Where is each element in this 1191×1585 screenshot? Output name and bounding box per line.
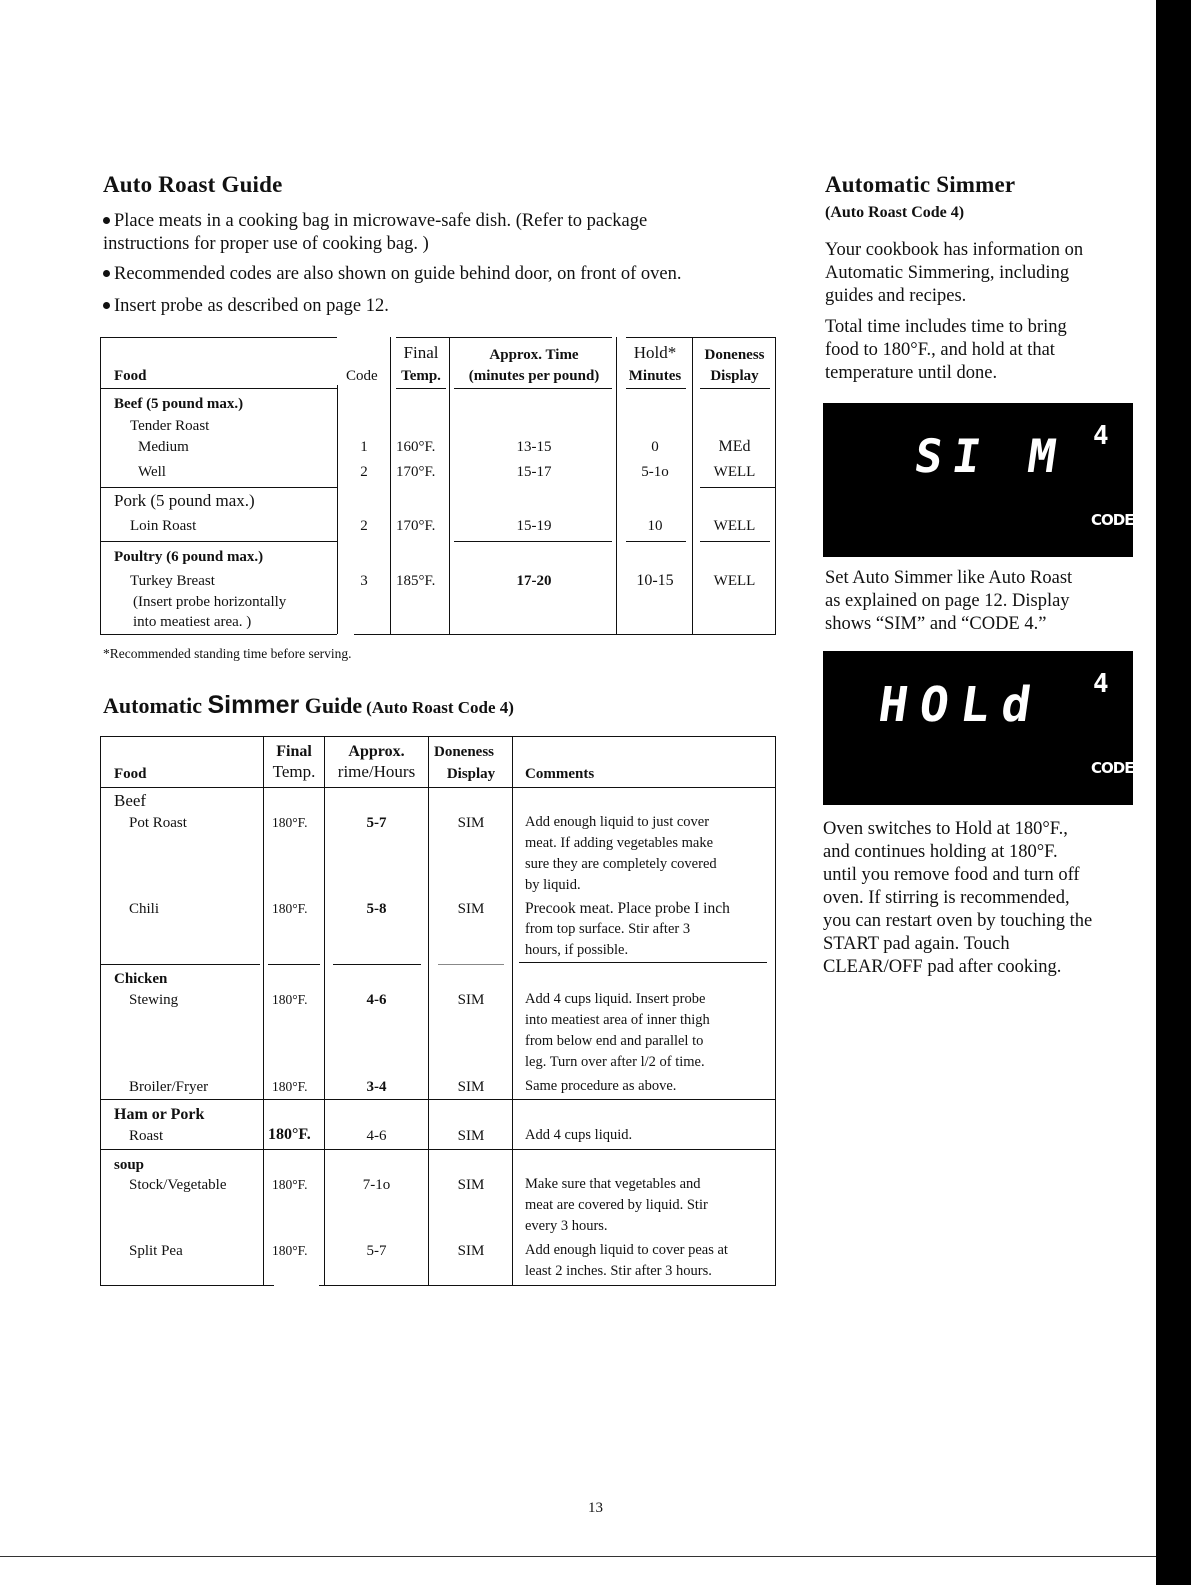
time-cell: 15-19 [516,518,552,534]
chili: Chili [129,901,160,917]
roast-guide-title: Auto Roast Guide [103,172,283,197]
time-cell: 5-7 [366,1243,387,1259]
header-approx-2: (minutes per pound) [468,368,600,384]
bullet-icon [103,270,110,277]
poultry-note-1: (Insert probe horizontally [133,594,287,610]
header-final-1: Final [403,343,439,362]
simmer-soup-label: soup [114,1157,145,1173]
comment-line: Precook meat. Place probe I inch [525,900,730,917]
temp-cell: 180°F. [272,992,308,1007]
comment-line: Add enough liquid to cover peas at [525,1242,728,1258]
display-cell: SIM [457,992,485,1008]
display-readout: SI M [911,429,1070,483]
display-cell: WELL [713,573,756,589]
display-code-digit: 4 [1093,669,1109,699]
time-cell: 17-20 [516,573,552,589]
bottom-rule [0,1556,1156,1557]
simmer-header-final-1: Final [276,743,312,760]
simmer-header-food: Food [114,766,147,782]
display-cell: MEd [718,438,751,455]
comment-line: leg. Turn over after l/2 of time. [525,1054,705,1070]
header-doneness-2: Display [710,368,759,384]
sidebar-para-3: Set Auto Simmer like Auto Roast as explained on page 12. Display shows “SIM” and “CODE 4.” [825,568,1073,634]
header-final-2: Temp. [401,368,441,384]
temp-cell: 180°F. [272,1177,308,1192]
time-cell: 13-15 [516,439,552,455]
page-number: 13 [588,1500,603,1516]
comment-line: from below end and parallel to [525,1033,704,1049]
simmer-guide-title: Automatic Simmer Guide (Auto Roast Code 4) [103,691,514,719]
comment-line: into meatiest area of inner thigh [525,1012,710,1028]
turkey-breast: Turkey Breast [130,573,215,589]
simmer-header-doneness-1: Doneness [434,744,495,760]
temp-cell: 180°F. [272,1079,308,1094]
simmer-header-doneness-2: Display [446,766,496,782]
sidebar-para-2: Total time includes time to bring food to 180°F., and hold at that temperature until done. [825,317,1067,383]
simmer-header-approx-1: Approx. [348,743,405,760]
code-cell: 2 [360,518,368,534]
simmer-chicken-label: Chicken [114,971,168,987]
temp-cell: 185°F. [396,573,436,589]
comment-line: meat are covered by liquid. Stir [525,1197,708,1213]
time-cell: 5-8 [366,901,387,917]
comment-line: by liquid. [525,877,581,893]
temp-cell: 180°F. [272,815,308,830]
temp-cell: 160°F. [396,439,436,455]
scan-edge-bar [1156,0,1191,1585]
beef-label: Beef (5 pound max.) [114,396,244,412]
code-cell: 1 [360,439,368,455]
display-cell: WELL [713,518,756,534]
simmer-header-comments: Comments [525,766,595,782]
comment-line: Same procedure as above. [525,1078,677,1094]
comment-line: every 3 hours. [525,1218,608,1234]
simmer-beef-label: Beef [114,791,147,810]
comment-line: from top surface. Stir after 3 [525,921,691,937]
pot-roast: Pot Roast [129,815,187,831]
comment-line: least 2 inches. Stir after 3 hours. [525,1263,712,1279]
display-readout: HOLd [875,677,1047,733]
bullet-icon [103,302,110,309]
roast-bullet-2: Recommended codes are also shown on guide behind door, on front of oven. [103,263,681,286]
hold-cell: 10 [647,518,663,534]
display-cell: SIM [457,1128,485,1144]
sidebar-title: Automatic Simmer [825,172,1016,197]
temp-cell: 170°F. [396,464,436,480]
code-cell: 2 [360,464,368,480]
header-hold-2: Minutes [628,368,682,384]
well: Well [138,464,166,480]
temp-cell: 180°F. [272,1243,308,1258]
code-cell: 3 [360,573,368,589]
temp-cell: 170°F. [396,518,436,534]
temp-cell: 180°F. [268,1126,311,1143]
sidebar-subtitle: (Auto Roast Code 4) [825,204,965,221]
roast-bullet-3: Insert probe as described on page 12. [103,295,389,318]
simmer-ham-label: Ham or Pork [114,1106,205,1123]
header-approx-1: Approx. Time [489,347,579,363]
comment-line: Add 4 cups liquid. [525,1127,633,1143]
comment-line: Make sure that vegetables and [525,1176,701,1192]
temp-cell: 180°F. [272,901,308,916]
display-cell: SIM [457,901,485,917]
sidebar-para-4: Oven switches to Hold at 180°F., and continues holding at 180°F. until you remove food and turn off oven. If stirring is recommended, you can restart oven by touching the START pad again. Touch CLEAR/OFF pad after cooking. [823,819,1093,977]
comment-line: hours, if possible. [525,942,629,958]
time-cell: 15-17 [516,464,552,480]
bullet-icon [103,217,110,224]
split-pea: Split Pea [129,1243,183,1259]
hold-cell: 5-1o [641,464,669,480]
sidebar-para-1: Your cookbook has information on Automatic Simmering, including guides and recipes. [825,240,1084,306]
roast-footnote: *Recommended standing time before serving. [103,646,352,661]
hold-cell: 0 [651,439,659,455]
time-cell: 5-7 [366,815,387,831]
display-cell: SIM [457,1243,485,1259]
pork-label: Pork (5 pound max.) [114,491,255,510]
broiler-fryer: Broiler/Fryer [129,1079,209,1095]
oven-display-hold [823,651,1133,805]
display-code-digit: 4 [1093,421,1109,451]
comment-line: Add enough liquid to just cover [525,814,710,830]
stock-vegetable: Stock/Vegetable [129,1177,227,1193]
oven-display-sim [823,403,1133,557]
loin-roast: Loin Roast [130,518,197,534]
display-code-label: CODE [1091,759,1133,777]
display-cell: WELL [713,464,756,480]
time-cell: 4-6 [366,992,387,1008]
poultry-note-2: into meatiest area. ) [133,614,252,630]
comment-line: sure they are completely covered [525,856,717,872]
roast-bullet-1: Place meats in a cooking bag in microwave-safe dish. (Refer to package [103,210,647,233]
display-cell: SIM [457,1079,485,1095]
simmer-header-final-2: Temp. [272,762,316,781]
header-food: Food [114,368,147,384]
time-cell: 7-1o [362,1177,391,1193]
medium: Medium [138,439,189,455]
ham-roast: Roast [129,1128,164,1144]
display-cell: SIM [457,1177,485,1193]
tender-roast: Tender Roast [130,418,210,434]
time-cell: 3-4 [366,1079,387,1095]
stewing: Stewing [129,992,179,1008]
hold-cell: 10-15 [636,572,674,589]
roast-bullet-1-cont: instructions for proper use of cooking bag. ) [103,234,429,254]
display-cell: SIM [457,815,485,831]
time-cell: 4-6 [366,1128,387,1144]
comment-line: Add 4 cups liquid. Insert probe [525,991,706,1007]
header-code: Code [346,368,378,384]
header-hold-1: Hold* [633,343,677,362]
comment-line: meat. If adding vegetables make [525,835,714,851]
display-code-label: CODE [1091,511,1133,529]
poultry-label: Poultry (6 pound max.) [114,549,264,565]
header-doneness-1: Doneness [704,347,765,363]
simmer-header-approx-2: rime/Hours [337,762,416,781]
